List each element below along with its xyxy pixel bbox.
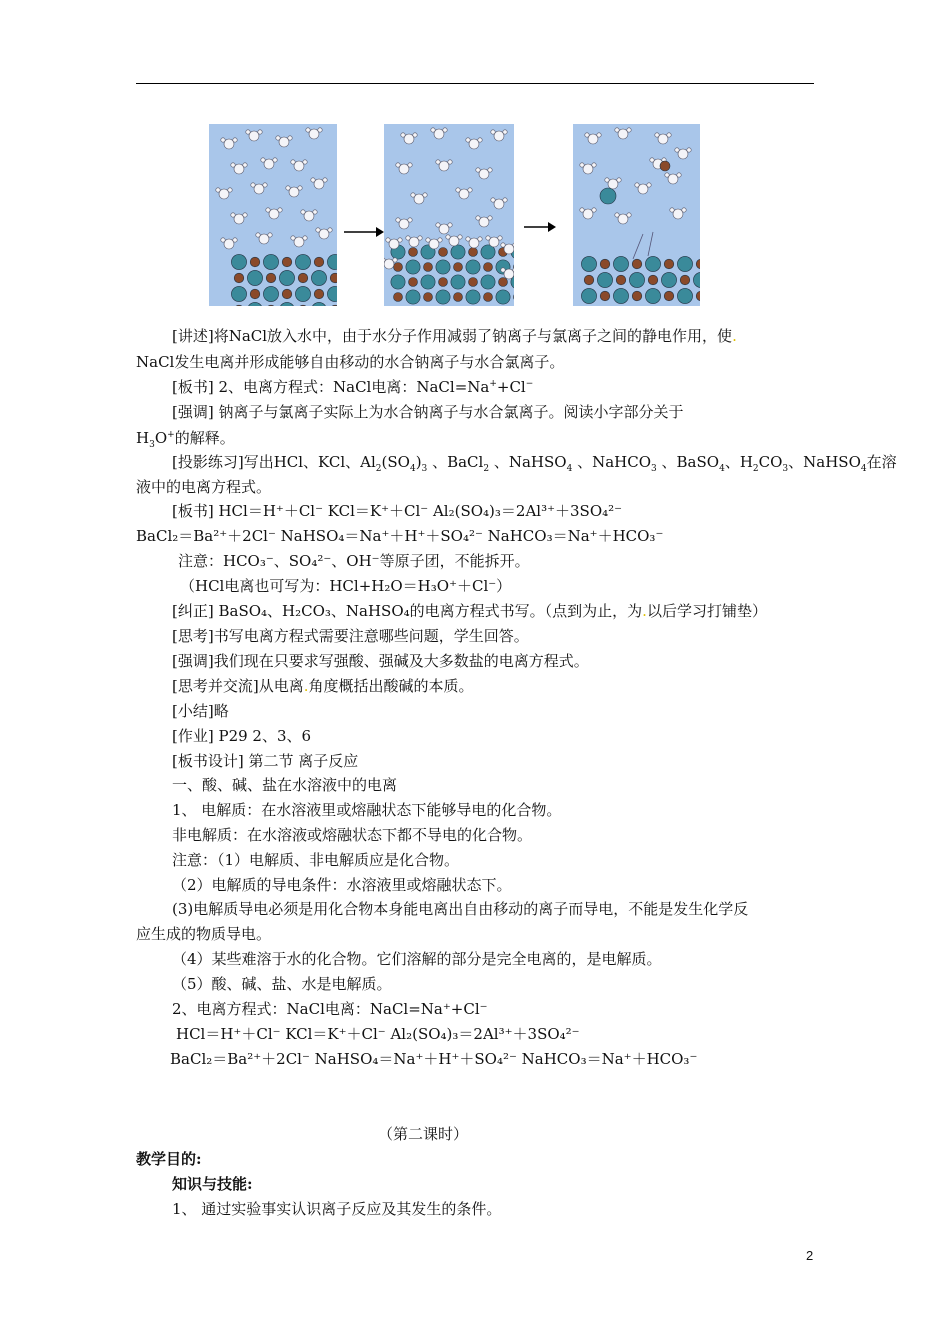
water-molecule-icon <box>256 233 272 244</box>
chloride-ion-icon <box>664 291 674 301</box>
water-molecule-icon <box>476 216 492 227</box>
water-molecule-icon <box>291 160 307 171</box>
sodium-ion-icon <box>600 188 616 204</box>
chloride-ion-icon <box>298 273 308 283</box>
text-line: 1、 通过实验事实认识离子反应及其发生的条件。 <box>172 1200 502 1218</box>
text-line: （5）酸、碱、盐、水是电解质。 <box>172 975 392 993</box>
chloride-ion-icon <box>282 289 292 299</box>
text-line: [强调]我们现在只要求写强酸、强碱及大多数盐的电离方程式。 <box>172 652 589 670</box>
sodium-ion-icon <box>466 290 480 304</box>
text-line: [思考并交流]从电离.角度概括出酸碱的本质。 <box>172 677 474 695</box>
panel-3-drawing <box>573 124 700 306</box>
text-line: [投影练习]写出HCl、KCl、$Al_2(SO_4)_3$ 、BaCl$_2$ 、NaHSO$_4$ 、NaHCO$_3$ 、BaSO$_4$、$H_2CO_3$、NaHSO$_4$在溶 <box>172 453 897 474</box>
sodium-ion-icon <box>295 254 310 269</box>
sodium-ion-icon <box>645 256 660 271</box>
text-line: （2）电解质的导电条件：水溶液里或熔融状态下。 <box>172 876 512 894</box>
header-rule <box>136 83 814 84</box>
water-molecule-icon <box>655 133 671 144</box>
sodium-ion-icon <box>421 275 435 289</box>
water-molecule-icon <box>580 163 596 174</box>
chloride-ion-icon <box>632 291 642 301</box>
motion-line <box>648 232 653 256</box>
water-molecule-icon <box>401 133 417 144</box>
sodium-ion-icon <box>451 275 465 289</box>
chloride-ion-icon <box>250 257 260 267</box>
section-subtitle: （第二课时） <box>378 1125 469 1143</box>
text-line: [板书设计] 第二节 离子反应 <box>172 752 359 770</box>
sodium-ion-icon <box>661 272 676 287</box>
sodium-ion-icon <box>231 286 246 301</box>
sodium-ion-icon <box>406 260 420 274</box>
water-molecule-icon <box>251 183 267 194</box>
text-line: [作业] P29 2、3、6 <box>172 727 312 745</box>
sodium-ion-icon <box>451 245 465 259</box>
page-number: 2 <box>806 1248 814 1263</box>
text-line: （HCl电离也可写为：HCl+H₂O＝H₃O⁺＋Cl⁻） <box>180 577 512 595</box>
sodium-ion-icon <box>327 286 337 301</box>
water-molecule-icon <box>585 133 601 144</box>
text-line: 液中的电离方程式。 <box>136 478 272 496</box>
text-line: 一、酸、碱、盐在水溶液中的电离 <box>172 776 398 794</box>
water-molecule-icon <box>446 235 462 246</box>
chloride-ion-icon <box>234 273 244 283</box>
text-line: 非电解质：在水溶液或熔融状态下都不导电的化合物。 <box>172 826 533 844</box>
chloride-ion-icon <box>424 293 433 302</box>
chloride-ion-icon <box>600 259 610 269</box>
water-molecule-icon <box>466 138 482 149</box>
sodium-ion-icon <box>629 272 644 287</box>
text-line: [板书] HCl＝H⁺＋Cl⁻ KCl＝K⁺＋Cl⁻ Al₂(SO₄)₃＝2Al³⁺＋3SO₄²⁻ <box>172 502 623 520</box>
chloride-ion-icon <box>282 257 292 267</box>
text-line: (3)电解质导电必须是用化合物本身能电离出自由移动的离子而导电，不能是发生化学反 <box>172 900 749 918</box>
chloride-ion-icon <box>484 263 493 272</box>
chloride-ion-icon <box>648 275 658 285</box>
sodium-ion-icon <box>496 290 510 304</box>
chloride-ion-icon <box>632 259 642 269</box>
chloride-ion-icon <box>469 278 478 287</box>
sodium-ion-icon <box>311 270 326 285</box>
text-line: [思考]书写电离方程式需要注意哪些问题，学生回答。 <box>172 627 529 645</box>
mark-dot: . <box>642 602 647 620</box>
chloride-ion-icon <box>330 273 337 283</box>
chloride-ion-icon <box>454 293 463 302</box>
water-molecule-icon <box>246 130 262 141</box>
sodium-ion-icon <box>263 254 278 269</box>
water-molecule-icon <box>615 128 631 139</box>
water-molecule-icon <box>605 178 621 189</box>
sodium-ion-icon <box>581 256 596 271</box>
sodium-ion-icon <box>481 275 495 289</box>
text-line: [强调] 钠离子与氯离子实际上为水合钠离子与水合氯离子。阅读小字部分关于 <box>172 403 684 421</box>
section-heading: 教学目的: <box>136 1150 202 1168</box>
chloride-ion-icon <box>409 278 418 287</box>
panel-2-drawing <box>384 124 514 306</box>
water-molecule-icon <box>291 236 307 247</box>
water-molecule-icon <box>476 168 492 179</box>
text-line: BaCl₂＝Ba²⁺＋2Cl⁻ NaHSO₄＝Na⁺＋H⁺＋SO₄²⁻ NaHCO₃＝Na⁺＋HCO₃⁻ <box>170 1050 698 1068</box>
text-line: [讲述]将NaCl放入水中，由于水分子作用减弱了钠离子与氯离子之间的静电作用，使. <box>172 327 737 345</box>
sodium-ion-icon <box>311 302 326 306</box>
chloride-ion-icon <box>484 293 493 302</box>
text-line: 2、电离方程式：NaCl电离：NaCl=Na⁺+Cl⁻ <box>172 1000 488 1018</box>
chloride-ion-icon <box>266 305 276 306</box>
sodium-ion-icon <box>263 286 278 301</box>
text-line: 注意：（1）电解质、非电解质应是化合物。 <box>172 851 460 869</box>
chloride-ion-icon <box>664 259 674 269</box>
chloride-ion-icon <box>696 259 700 269</box>
water-molecule-icon <box>491 198 507 209</box>
sodium-ion-icon <box>279 270 294 285</box>
chloride-ion-icon <box>266 273 276 283</box>
chloride-ion-icon <box>680 275 690 285</box>
water-molecule-icon <box>306 128 322 139</box>
water-molecule-icon <box>266 208 282 219</box>
text-line: 注意：HCO₃⁻、SO₄²⁻、OH⁻等原子团，不能拆开。 <box>178 552 530 570</box>
water-molecule-icon <box>635 183 651 194</box>
water-molecule-icon <box>231 163 247 174</box>
water-molecule-icon <box>221 138 237 149</box>
text-line: NaCl发生电离并形成能够自由移动的水合钠离子与水合氯离子。 <box>136 353 565 371</box>
water-molecule-icon <box>231 213 247 224</box>
chloride-ion-icon <box>250 289 260 299</box>
chloride-ion-icon <box>394 263 403 272</box>
water-molecule-icon <box>396 218 412 229</box>
sodium-ion-icon <box>613 288 628 303</box>
text-line: [小结]略 <box>172 702 229 720</box>
sodium-ion-icon <box>436 260 450 274</box>
chloride-ion-icon <box>584 275 594 285</box>
sodium-ion-icon <box>645 288 660 303</box>
water-molecule-icon <box>406 236 422 247</box>
water-molecule-icon <box>286 186 302 197</box>
chloride-ion-icon <box>314 257 324 267</box>
mark-dot: . <box>732 327 737 345</box>
sodium-ion-icon <box>247 270 262 285</box>
chloride-ion-icon <box>514 293 515 302</box>
chloride-ion-icon <box>330 305 337 306</box>
mark-dot: . <box>303 677 309 695</box>
figure-panel-2 <box>384 124 514 306</box>
sodium-ion-icon <box>466 260 480 274</box>
text-line: 1、 电解质：在水溶液里或熔融状态下能够导电的化合物。 <box>172 801 562 819</box>
figure-panel-3 <box>573 124 700 306</box>
arrow-icon <box>524 220 556 234</box>
water-molecule-icon <box>665 173 681 184</box>
chloride-ion-icon <box>439 248 448 257</box>
sodium-ion-icon <box>436 290 450 304</box>
chloride-ion-icon <box>424 263 433 272</box>
water-molecule-icon <box>675 148 691 159</box>
water-molecule-icon <box>466 237 482 248</box>
water-molecule-icon <box>396 163 412 174</box>
sodium-ion-icon <box>581 288 596 303</box>
chloride-ion-icon <box>696 291 700 301</box>
sodium-ion-icon <box>613 256 628 271</box>
chloride-ion-icon <box>409 248 418 257</box>
sodium-ion-icon <box>597 272 612 287</box>
water-molecule-icon <box>261 158 277 169</box>
chloride-ion-icon <box>616 275 626 285</box>
water-molecule-icon <box>580 208 596 219</box>
text-line: $H_3O^+$的解释。 <box>136 429 235 450</box>
water-molecule-icon <box>311 178 327 189</box>
water-molecule-icon <box>276 136 292 147</box>
water-molecule-icon <box>615 213 631 224</box>
water-molecule-icon <box>491 130 507 141</box>
sodium-ion-icon <box>677 256 692 271</box>
text-line: HCl＝H⁺＋Cl⁻ KCl＝K⁺＋Cl⁻ Al₂(SO₄)₃＝2Al³⁺＋3SO₄²⁻ <box>176 1025 580 1043</box>
text-line: （4）某些难溶于水的化合物。它们溶解的部分是完全电离的，是电解质。 <box>172 950 662 968</box>
water-molecule-icon <box>436 223 452 234</box>
chloride-ion-icon <box>298 305 308 306</box>
sodium-ion-icon <box>677 288 692 303</box>
panel-1-drawing <box>209 124 337 306</box>
chloride-ion-icon <box>660 161 670 171</box>
chloride-ion-icon <box>499 278 508 287</box>
text-line: 应生成的物质导电。 <box>136 925 272 943</box>
sodium-ion-icon <box>693 272 700 287</box>
water-molecule-icon <box>221 238 237 249</box>
water-molecule-icon <box>411 193 427 204</box>
water-molecule-icon <box>436 160 452 171</box>
text-line: BaCl₂＝Ba²⁺＋2Cl⁻ NaHSO₄＝Na⁺＋H⁺＋SO₄²⁻ NaHCO₃＝Na⁺＋HCO₃⁻ <box>136 527 664 545</box>
chloride-ion-icon <box>600 291 610 301</box>
chloride-ion-icon <box>439 278 448 287</box>
sodium-ion-icon <box>279 302 294 306</box>
sodium-ion-icon <box>295 286 310 301</box>
sodium-ion-icon <box>391 275 405 289</box>
chloride-ion-icon <box>314 289 324 299</box>
chloride-ion-icon <box>454 263 463 272</box>
water-molecule-icon <box>316 228 332 239</box>
chloride-ion-icon <box>234 305 244 306</box>
sodium-ion-icon <box>327 254 337 269</box>
chloride-ion-icon <box>469 248 478 257</box>
sodium-ion-icon <box>231 254 246 269</box>
sodium-ion-icon <box>247 302 262 306</box>
water-molecule-icon <box>301 210 317 221</box>
sodium-ion-icon <box>406 290 420 304</box>
chloride-ion-icon <box>394 293 403 302</box>
figure-panel-1 <box>209 124 337 306</box>
water-molecule-icon <box>670 208 686 219</box>
section-heading: 知识与技能: <box>172 1175 253 1193</box>
water-molecule-icon <box>456 188 472 199</box>
text-line: [纠正] BaSO₄、H₂CO₃、NaHSO₄的电离方程式书写。（点到为止，为.以后学习打铺垫） <box>172 602 767 620</box>
water-molecule-icon <box>216 188 232 199</box>
arrow-icon <box>344 225 384 239</box>
water-molecule-icon <box>431 128 447 139</box>
text-line: [板书] 2、电离方程式：NaCl电离：NaCl=Na++Cl− <box>172 378 534 396</box>
motion-line <box>633 234 643 259</box>
